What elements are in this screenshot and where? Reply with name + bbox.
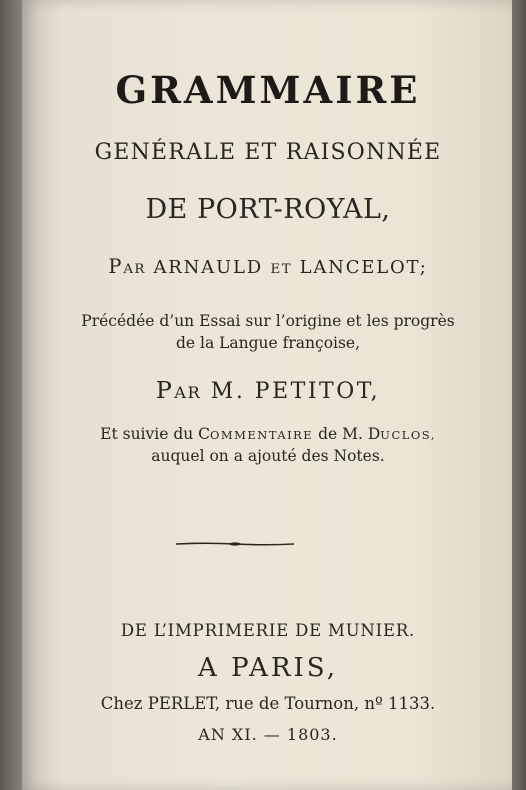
commentaire-pre: Et suivie du — [100, 425, 199, 443]
commentaire-initial: C — [198, 425, 211, 443]
publisher-address: Chez PERLET, rue de Tournon, nº 1133. — [100, 694, 436, 713]
author-arnauld: ARNAULD — [153, 257, 263, 278]
commentaire-line-2: auquel on a ajouté des Notes. — [151, 447, 385, 465]
petitot-name: M. PETITOT, — [210, 379, 381, 404]
book-subtitle: GENÉRALE ET RAISONNÉE — [94, 140, 442, 165]
publication-date: AN XI. — 1803. — [198, 725, 338, 744]
paris-line: A PARIS, — [198, 653, 338, 683]
ornamental-rule — [176, 542, 294, 546]
book-title: GRAMMAIRE — [115, 68, 421, 112]
petitot-line — [22, 376, 514, 404]
authors-par-initial: P — [108, 255, 124, 278]
imprimerie-line: DE L’IMPRIMERIE DE MUNIER. — [120, 621, 416, 640]
authors-par-rest: AR — [123, 262, 146, 277]
authors-et: ET — [270, 262, 293, 277]
essay-line-1: Précédée d’un Essai sur l’origine et les progrès — [81, 312, 455, 330]
page-edge — [512, 0, 526, 790]
authors-line — [22, 255, 514, 278]
petitot-par-initial: P — [155, 376, 175, 404]
essay-line-2: de la Langue françoise, — [175, 334, 361, 352]
duclos-initial: D — [367, 425, 381, 443]
author-lancelot: LANCELOT; — [299, 257, 428, 278]
port-royal-line: DE PORT-ROYAL, — [145, 194, 391, 225]
commentaire-line — [22, 425, 514, 443]
commentaire-rest: OMMENTAIRE — [210, 428, 314, 442]
duclos-rest: UCLOS, — [380, 428, 436, 442]
commentaire-mid: de M. — [313, 425, 368, 443]
petitot-par-rest: AR — [174, 383, 202, 402]
